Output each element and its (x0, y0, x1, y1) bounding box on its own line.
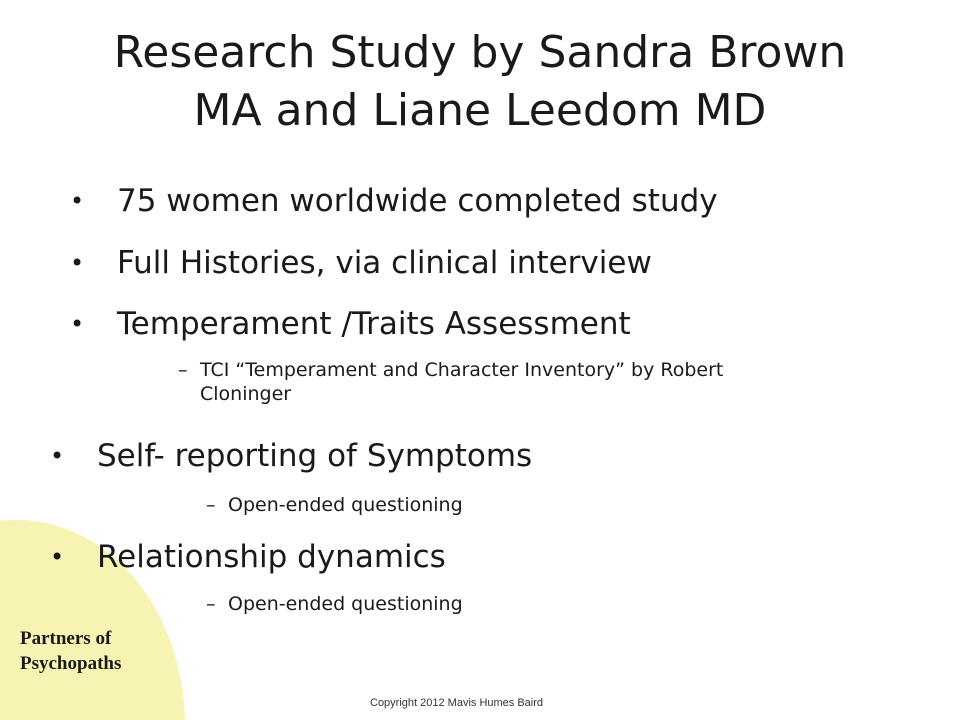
sub-bullet-text: Open-ended questioning (228, 494, 463, 516)
sub-bullet-text: TCI “Temperament and Character Inventory” by Robert Cloninger (200, 359, 724, 405)
copyright-notice: Copyright 2012 Mavis Humes Baird (370, 697, 544, 709)
slide-title-line-2: MA and Liane Leedom MD (193, 85, 767, 136)
footer-label-line-2: Psychopaths (20, 653, 122, 674)
bullet-marker: • (70, 249, 85, 277)
footer-label-line-1: Partners of (20, 628, 112, 649)
bullet-marker: • (50, 543, 65, 571)
sub-bullet-marker: – (206, 494, 216, 516)
sub-bullet-text: Open-ended questioning (228, 593, 463, 615)
bullet-text: 75 women worldwide completed study (117, 183, 718, 219)
footer-label (20, 626, 121, 676)
slide-title-line-1: Research Study by Sandra Brown (113, 27, 847, 78)
bullet-text: Full Histories, via clinical interview (117, 245, 652, 281)
bullet-text: Self- reporting of Symptoms (97, 438, 533, 474)
sub-bullet-marker: – (178, 359, 188, 381)
bullet-text: Temperament /Traits Assessment (117, 306, 631, 342)
slide-title (40, 24, 920, 140)
bullet-marker: • (70, 310, 85, 338)
bullet-text: Relationship dynamics (97, 539, 446, 575)
sub-bullet-marker: – (206, 593, 216, 615)
bullet-marker: • (70, 187, 85, 215)
bullet-marker: • (50, 442, 65, 470)
